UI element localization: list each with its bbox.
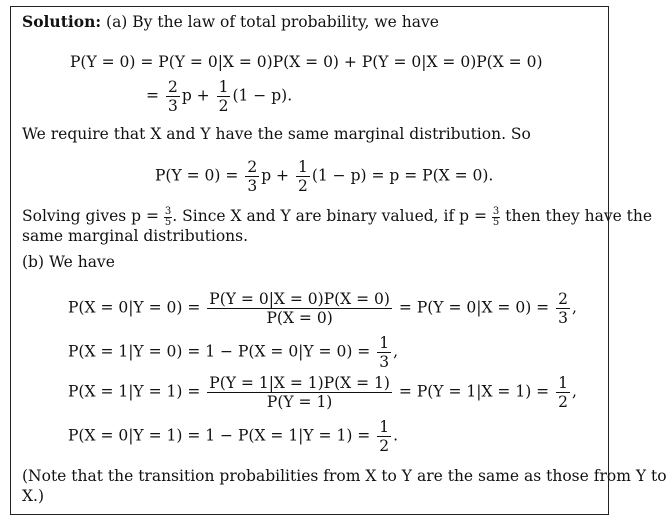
fraction: $\frac{1}{2}$	[558, 374, 568, 411]
fraction: $\frac{2}{3}$	[247, 158, 258, 195]
fraction: $\frac{1}{2}$	[218, 78, 229, 115]
term: p +	[261, 166, 290, 185]
fraction: $\frac{P(Y = 0|X = 0)P(X = 0)}{P(X = 0)}$	[209, 290, 390, 327]
note-line2: X.)	[22, 487, 45, 505]
equation-b-row2: P(X = 1|Y = 0) = 1 − P(X = 0|Y = 0) = $\frac{1}{3}$ ,	[68, 334, 399, 371]
fraction: $\frac{2}{3}$	[558, 290, 568, 327]
fraction-small: $\frac{3}{5}$	[164, 205, 172, 228]
fraction: $\frac{P(Y = 1|X = 1)P(X = 1)}{P(Y = 1)}$	[209, 374, 390, 411]
equals-sign: =	[146, 86, 159, 105]
term: P(X = 0|Y = 1) = 1 − P(X = 1|Y = 1) =	[68, 426, 371, 445]
fraction: $\frac{1}{2}$	[297, 158, 308, 195]
equation-total-probability-result	[146, 78, 292, 115]
solution-label: Solution:	[22, 12, 102, 31]
equation-marginal	[155, 158, 493, 195]
equation-b-row3: P(X = 1|Y = 1) = $\frac{P(Y = 1|X = 1)P(X = 1)}{P(Y = 1)}$ = P(Y = 1|X = 1) = $\frac{1}{2}$ ,	[68, 374, 577, 411]
fraction-small: $\frac{3}{5}$	[492, 205, 500, 228]
equation-b-row1: P(X = 0|Y = 0) = $\frac{P(Y = 0|X = 0)P(X = 0)}{P(X = 0)}$ = P(Y = 0|X = 0) = $\frac{2}{3}$ ,	[68, 290, 577, 327]
equation-total-probability: P(Y = 0) = P(Y = 0|X = 0)P(X = 0) + P(Y = 0|X = 0)P(X = 0)	[70, 53, 543, 71]
fraction: $\frac{1}{3}$	[379, 334, 390, 371]
term: P(X = 1|Y = 0) = 1 − P(X = 0|Y = 0) =	[68, 342, 371, 361]
requirement-text: We require that X and Y have the same marginal distribution. So	[22, 125, 531, 143]
fraction: $\frac{2}{3}$	[167, 78, 178, 115]
term: P(X = 0|Y = 0) =	[68, 298, 201, 317]
fraction: $\frac{1}{2}$	[379, 418, 390, 455]
term: (1 − p).	[232, 86, 293, 105]
text: then they have the	[505, 207, 653, 225]
term: = P(Y = 1|X = 1) =	[398, 382, 550, 401]
text: Solving gives p =	[22, 207, 159, 225]
solving-text-line2: same marginal distributions.	[22, 227, 249, 245]
solving-text-line1	[22, 206, 652, 228]
term: = P(Y = 0|X = 0) =	[398, 298, 550, 317]
note-line1: (Note that the transition probabilities from X to Y are the same as those from Y to	[22, 467, 667, 485]
equation-b-row4: P(X = 0|Y = 1) = 1 − P(X = 1|Y = 1) = $\frac{1}{2}$ .	[68, 418, 399, 455]
term: p +	[181, 86, 210, 105]
term: P(Y = 0) =	[155, 166, 239, 185]
text: . Since X and Y are binary valued, if p =	[172, 207, 487, 225]
solution-intro-line	[22, 12, 439, 32]
part-b-intro: (b) We have	[22, 253, 115, 271]
term: P(X = 1|Y = 1) =	[68, 382, 201, 401]
part-a-intro: (a) By the law of total probability, we have	[106, 13, 439, 31]
term: (1 − p) = p = P(X = 0).	[311, 166, 494, 185]
